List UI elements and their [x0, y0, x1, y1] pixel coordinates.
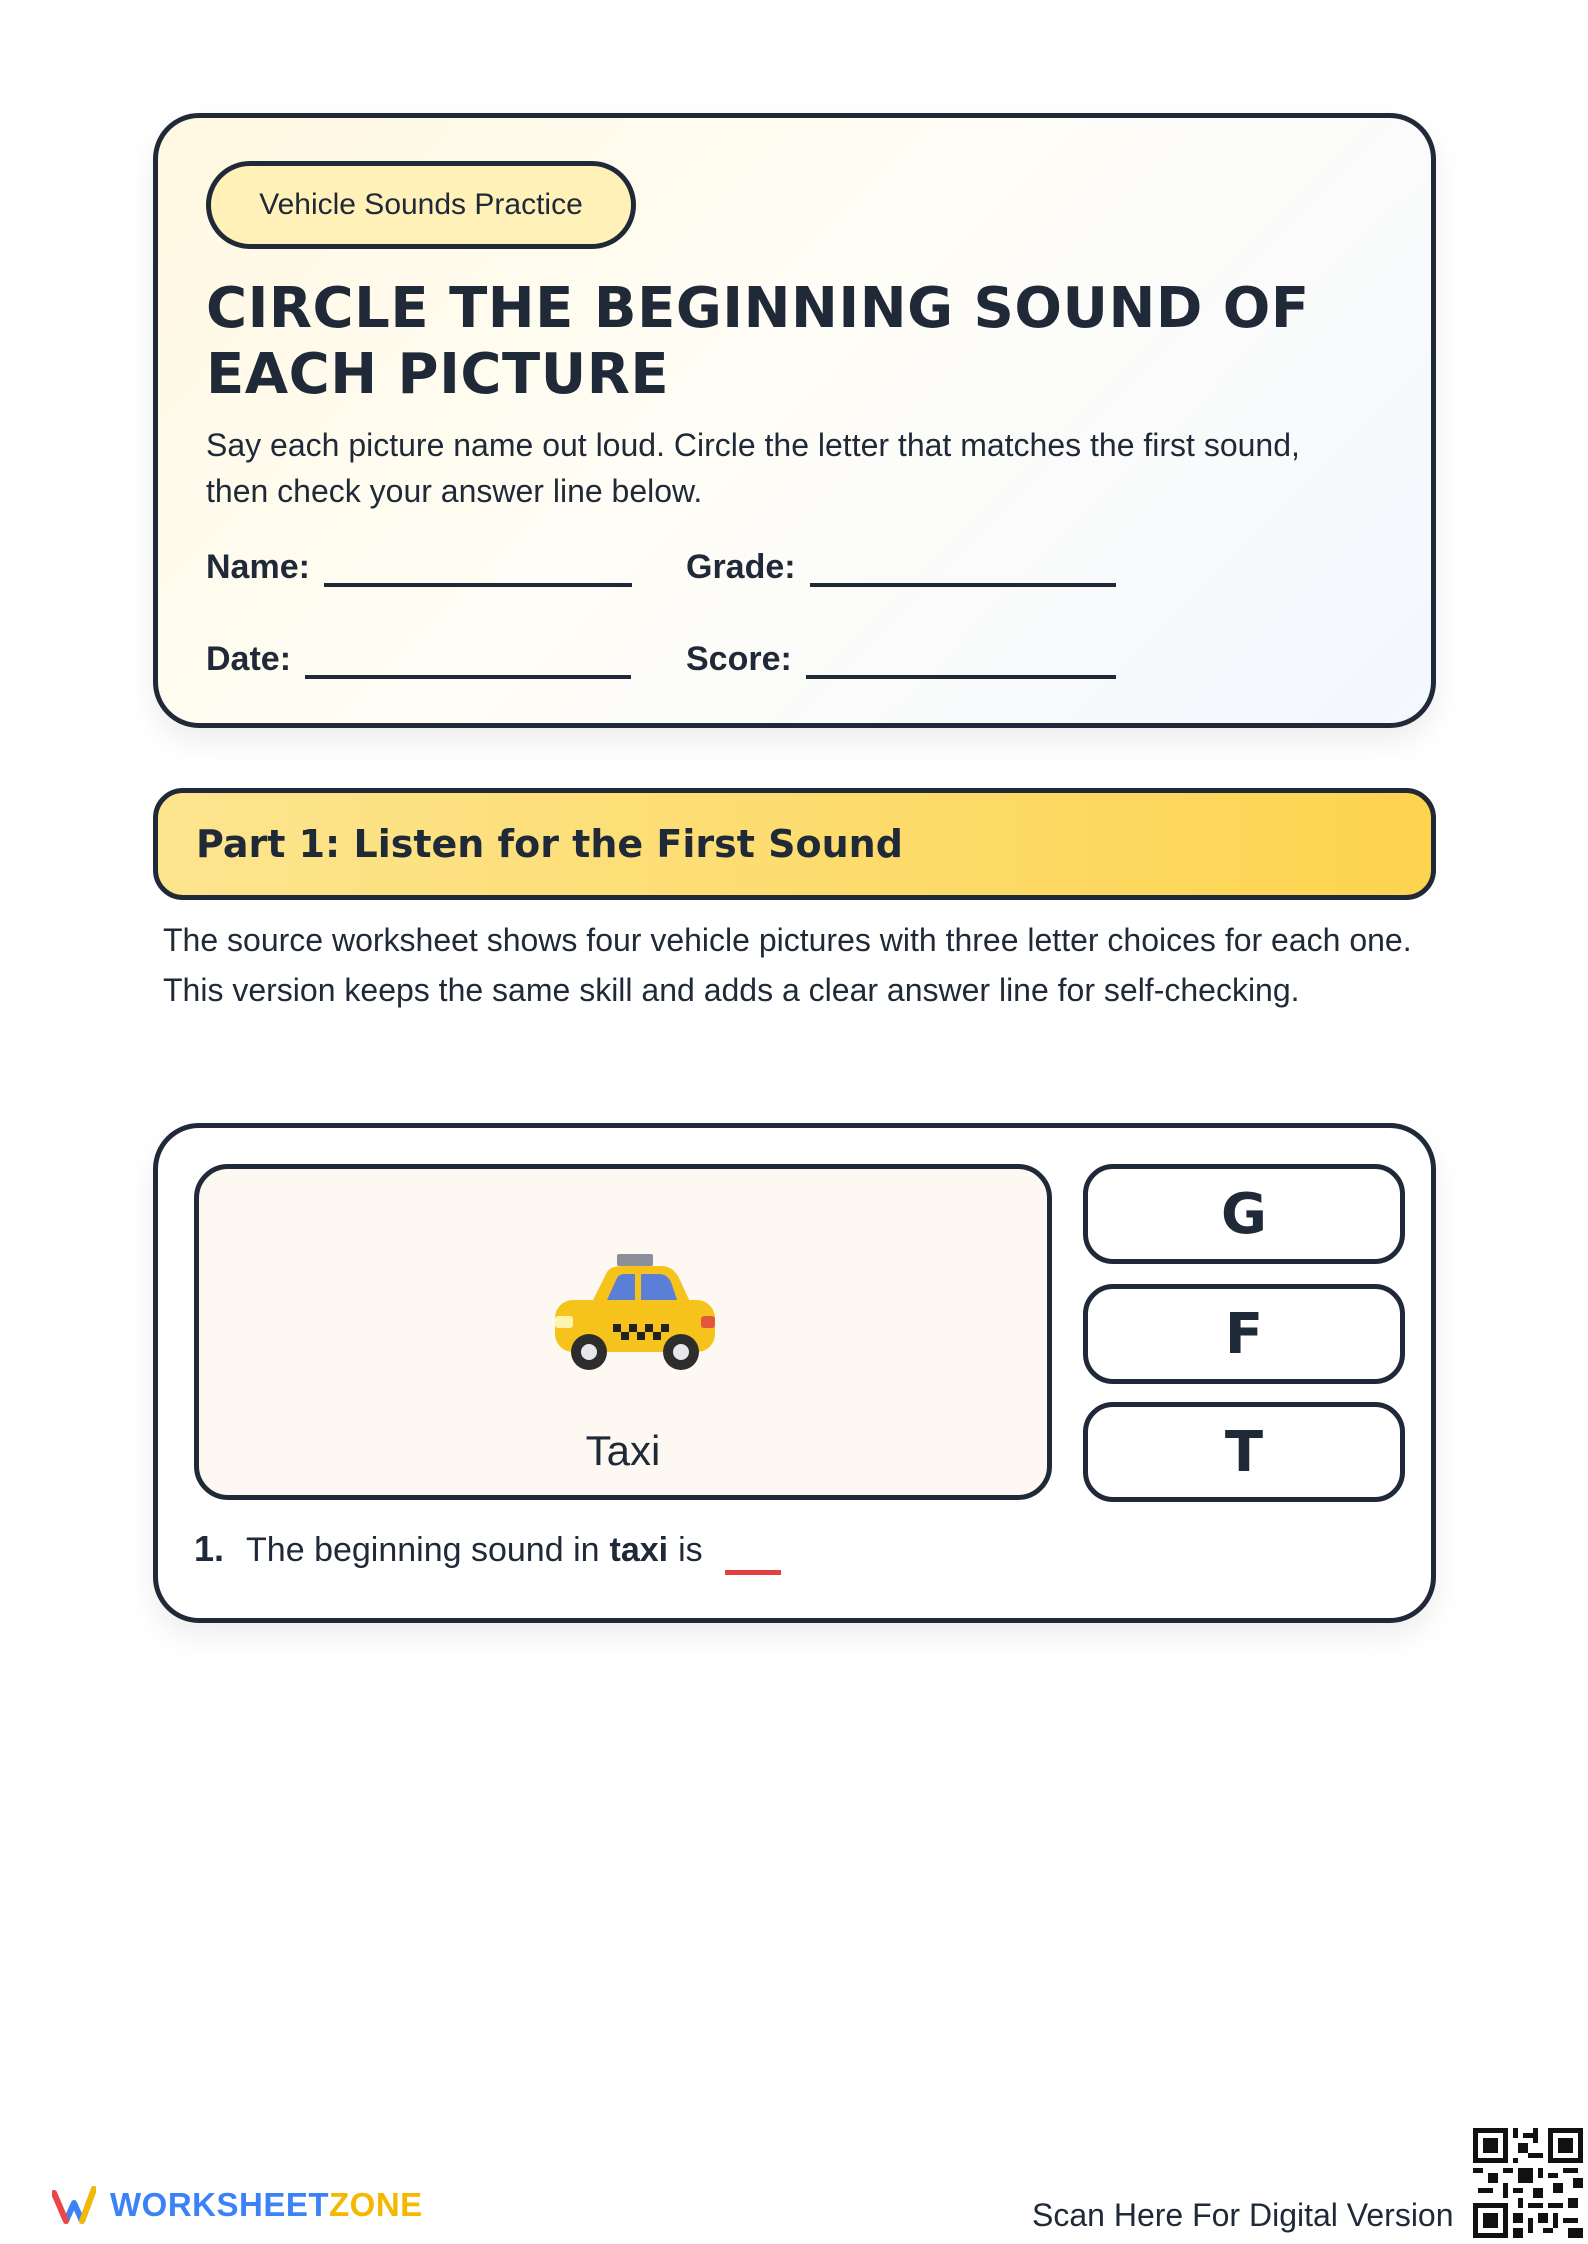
score-field[interactable]	[686, 640, 1116, 679]
date-field[interactable]	[206, 640, 631, 679]
prompt-word: taxi	[609, 1531, 669, 1569]
name-label: Name:	[206, 548, 310, 586]
part1-heading-bar	[153, 788, 1436, 900]
question-prompt	[194, 1526, 781, 1570]
scan-instruction: Scan Here For Digital Version	[1032, 2197, 1454, 2233]
taxi-icon	[549, 1254, 719, 1382]
date-label: Date:	[206, 640, 292, 678]
part1-heading: Part 1: Listen for the First Sound	[196, 822, 903, 866]
grade-field[interactable]	[686, 548, 1116, 587]
prompt-text-after: is	[678, 1531, 703, 1569]
picture-box	[194, 1164, 1052, 1500]
grade-line[interactable]	[810, 553, 1116, 587]
worksheet-header-card	[153, 113, 1436, 728]
answer-line[interactable]	[725, 1540, 781, 1575]
choice-t[interactable]: T	[1083, 1402, 1405, 1502]
brand-worksheet: WORKSHEET	[110, 2186, 329, 2223]
brand-zone: ZONE	[329, 2186, 423, 2223]
w-logo-icon	[52, 2183, 96, 2227]
qr-code-icon[interactable]	[1473, 2128, 1583, 2238]
instructions-text: Say each picture name out loud. Circle the letter that matches the first sound, then check your answer line below.	[206, 427, 1300, 509]
choice-f[interactable]: F	[1083, 1284, 1405, 1384]
worksheetzone-logo[interactable]	[52, 2183, 423, 2227]
score-line[interactable]	[806, 645, 1116, 679]
question-card	[153, 1123, 1436, 1623]
choice-g[interactable]: G	[1083, 1164, 1405, 1264]
picture-label: Taxi	[585, 1427, 661, 1474]
score-label: Score:	[686, 640, 792, 678]
prompt-text-before: The beginning sound in	[246, 1531, 600, 1569]
grade-label: Grade:	[686, 548, 796, 586]
topic-badge: Vehicle Sounds Practice	[206, 161, 636, 249]
name-field[interactable]	[206, 548, 632, 587]
part1-description: The source worksheet shows four vehicle pictures with three letter choices for each one. This version keeps the same skill and adds a clear answer line for self-checking.	[163, 922, 1412, 1008]
date-line[interactable]	[305, 645, 631, 679]
name-line[interactable]	[324, 553, 632, 587]
question-number: 1.	[194, 1528, 225, 1569]
worksheet-title: CIRCLE THE BEGINNING SOUND OF EACH PICTURE	[206, 276, 1310, 407]
